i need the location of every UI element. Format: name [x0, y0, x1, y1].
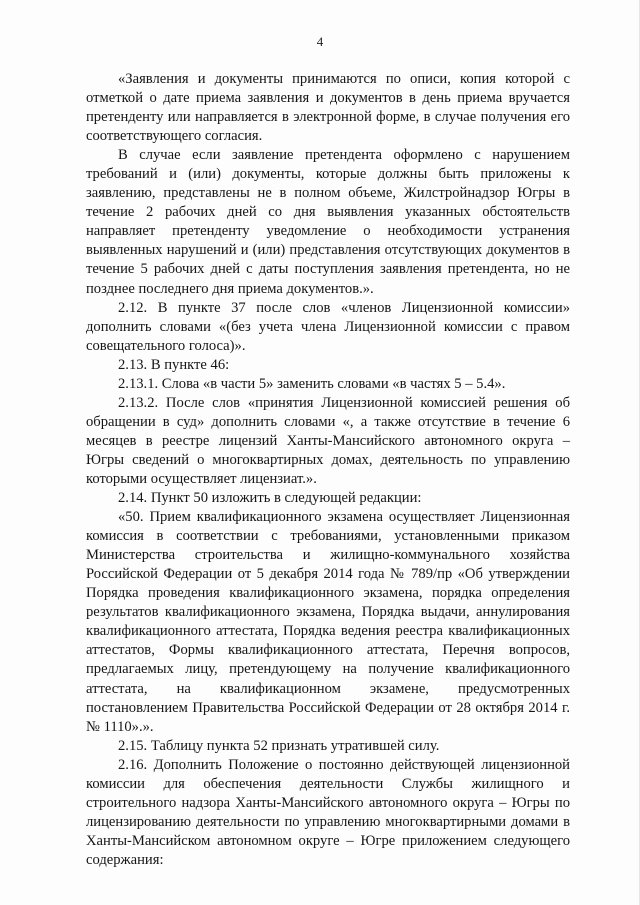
paragraph-2-16: 2.16. Дополнить Положение о постоянно действующей лицензионной комиссии для обеспечения деятельности Службы жилищного и строительного надзора Ханты-Мансийского автономного округа – Югры по лицензированию деятельности по управлению многоквартирными домами в Ханты-Мансийском автономном округе – Югре приложением следующего содержания:: [86, 756, 570, 868]
paragraph-2-13: 2.13. В пункте 46:: [118, 356, 230, 373]
paragraph-violations-notice: В случае если заявление претендента оформлено с нарушением требований и (или) документы, которые должны быть приложены к заявлению, представлены не в полном объеме, Жилстройнадзор Югры в течение 2 рабочих дней со дня выявления указанных обстоятельств направляет претенденту уведомление о необходимости устранения выявленных нарушений и (или) представления отсутствующих документов в течение 5 рабочих дней с даты поступления заявления претендента, но не позднее последнего дня приема документов.».: [86, 147, 570, 297]
page-number: 4: [316, 34, 324, 49]
paragraph-2-13-1: 2.13.1. Слова «в части 5» заменить словами «в частях 5 – 5.4».: [118, 375, 506, 392]
paragraph-2-14: 2.14. Пункт 50 изложить в следующей редакции:: [118, 490, 422, 507]
paragraph-statements-acceptance: «Заявления и документы принимаются по описи, копия которой с отметкой о дате приема заявления и документов в день приема вручается претенденту или направляется в электронной форме, в случае получения его соответствующего согласия.: [86, 71, 570, 145]
paragraph-2-12: 2.12. В пункте 37 после слов «членов Лицензионной комиссии» дополнить словами «(без учета члена Лицензионной комиссии с правом совещательного голоса)».: [86, 299, 570, 354]
paragraph-50: «50. Прием квалификационного экзамена осуществляет Лицензионная комиссия в соответствии с требованиями, установленными приказом Министерства строительства и жилищно-коммунального хозяйства Российской Федерации от 5 декабря 2014 года № 789/пр «Об утверждении Порядка проведения квалификационного экзамена, порядка определения результатов квалификационного экзамена, Порядка выдачи, аннулирования квалификационного аттестата, Порядка ведения реестра квалификационных аттестатов, Формы квалификационного аттестата, Перечня вопросов, предлагаемых лицу, претендующему на получение квалификационного аттестата, на квалификационном экзамене, предусмотренных постановлением Правительства Российской Федерации от 28 октября 2014 г. № 1110».».: [86, 509, 570, 735]
paragraph-2-13-2: 2.13.2. После слов «принятия Лицензионной комиссией решения об обращении в суд» дополнить словами «, а также отсутствие в течение 6 месяцев в реестре лицензий Ханты-Мансийского автономного округа – Югры сведений о многоквартирных домах, деятельность по управлению которыми осуществляет лицензиат.».: [86, 394, 570, 487]
paragraph-2-15: 2.15. Таблицу пункта 52 признать утратившей силу.: [118, 737, 440, 754]
document-body: [86, 70, 570, 870]
